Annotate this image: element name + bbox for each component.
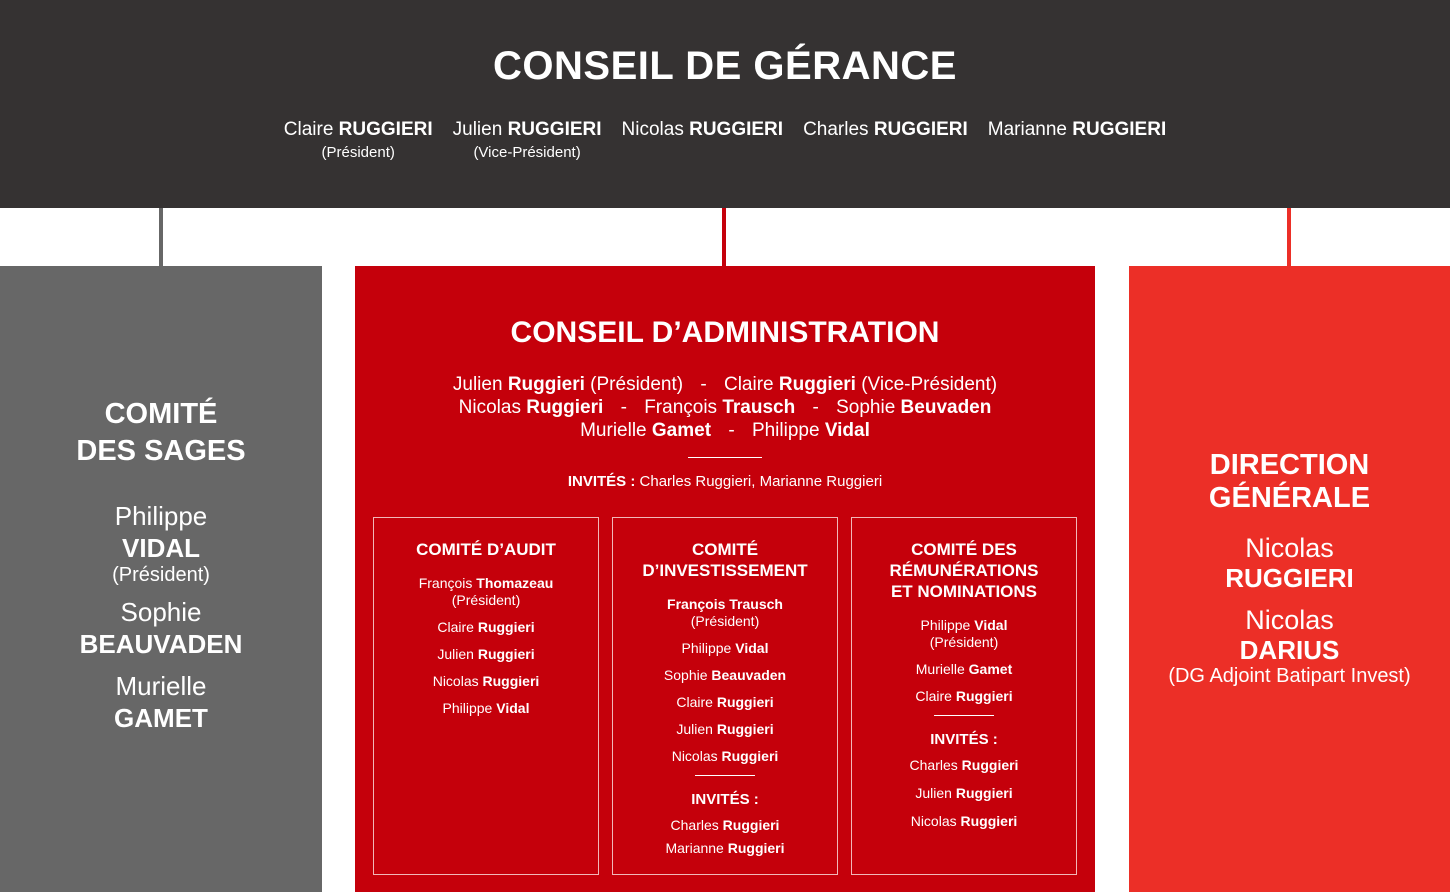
member-last-name: Gamet [968,661,1013,677]
member-last-name: GAMET [114,703,208,733]
member-first-name: Claire [676,694,713,710]
sages-member [0,500,322,586]
member-role: (Président) [590,374,684,395]
connector-direction [1287,208,1291,266]
member-role: (Président) [690,613,760,629]
direction-generale-panel [1129,266,1450,892]
committee-divider [934,715,994,716]
sages-member [0,670,322,734]
member-first-name: Nicolas [910,813,957,829]
member-first-name: Philippe [114,501,208,531]
committee-member [613,596,837,630]
committee-member [374,700,598,717]
separator: - [812,397,819,418]
member-first-name: Murielle [115,671,207,701]
member-last-name: Beuvaden [900,397,992,418]
member-first-name: Charles [803,119,869,140]
comite-remunerations-box [851,517,1077,875]
committee-title-line: COMITÉ [691,540,759,559]
committee-member [374,619,598,636]
guests-label: INVITÉS : [567,473,636,490]
direction-title-line: GÉNÉRALE [1208,482,1371,514]
member-last-name: Ruggieri [482,673,540,689]
member-last-name: Ruggieri [716,721,774,737]
committee-guest [852,784,1076,802]
member-last-name: Gamet [651,420,712,441]
member-first-name: François [418,575,473,591]
member-last-name: Ruggieri [727,840,785,856]
comite-audit-box [373,517,599,875]
sages-members [0,500,322,744]
connector-admin [722,208,726,266]
member-last-name: RUGGIERI [689,119,784,140]
member-last-name: RUGGIERI [338,119,433,140]
member-name: François Trausch [667,596,783,612]
committee-member [613,748,837,765]
committee-member [613,640,837,657]
member-first-name: Julien [676,721,713,737]
member-first-name: Claire [915,688,952,704]
separator: - [620,397,627,418]
member-last-name: Ruggieri [960,813,1018,829]
member-last-name: Vidal [824,420,870,441]
member-last-name: Vidal [735,640,769,656]
member-last-name: Vidal [974,617,1008,633]
committee-member [613,667,837,684]
direction-member [1129,533,1450,593]
member-last-name: Ruggieri [507,374,585,395]
direction-members [1129,533,1450,699]
member-first-name: Nicolas [671,748,718,764]
member-role: (Président) [451,592,521,608]
committee-divider [695,775,755,776]
member-first-name: Nicolas [621,119,684,140]
member-first-name: Marianne [665,840,724,856]
member-last-name: Ruggieri [955,785,1013,801]
member-first-name: Julien [437,646,474,662]
committee-member [374,575,598,609]
member-first-name: Sophie [663,667,708,683]
member-role: (Président) [321,144,395,161]
member-first-name: Claire [437,619,474,635]
member-first-name: Julien [452,119,503,140]
committee-member [852,661,1076,678]
admin-divider [688,457,762,458]
committee-title [852,539,1076,602]
member-first-name: Julien [915,785,952,801]
gerance-member [622,118,784,164]
member-last-name: RUGGIERI [507,119,602,140]
member-first-name: Nicolas [458,397,521,418]
member-first-name: Murielle [580,420,647,441]
member-role: (Vice-Président) [473,144,581,161]
guests-label: INVITÉS : [691,791,759,808]
member-last-name: Ruggieri [722,817,780,833]
committee-title-line: COMITÉ DES [911,540,1017,559]
committee-title: COMITÉ D’AUDIT [416,540,556,559]
member-first-name: Nicolas [1245,533,1334,563]
member-first-name: Nicolas [1245,605,1334,635]
gerance-members [0,118,1450,164]
connector-sages [159,208,163,266]
gerance-member [453,118,602,164]
gerance-member [803,118,968,164]
member-first-name: Sophie [120,597,202,627]
member-last-name: Ruggieri [721,748,779,764]
member-first-name: Philippe [751,420,820,441]
committee-member [613,721,837,738]
admin-guests [355,472,1095,492]
admin-board-members [355,373,1095,442]
member-last-name: Ruggieri [716,694,774,710]
member-role: (Président) [112,564,210,586]
committee-title-line: ET NOMINATIONS [890,582,1038,601]
committee-member [852,688,1076,705]
committee-guest [852,756,1076,774]
board-line [355,396,1095,419]
member-first-name: Claire [283,119,334,140]
guests-list: Charles Ruggieri, Marianne Ruggieri [639,473,883,490]
gerance-member [284,118,433,164]
member-first-name: Charles [909,757,958,773]
member-last-name: BEAUVADEN [79,629,243,659]
comite-investissement-box [612,517,838,875]
member-first-name: Julien [452,374,503,395]
member-last-name: RUGGIERI [1072,119,1167,140]
member-last-name: Ruggieri [778,374,856,395]
admin-title: CONSEIL D’ADMINISTRATION [510,316,940,349]
direction-member [1129,605,1450,687]
committee-member [374,673,598,690]
gerance-title: CONSEIL DE GÉRANCE [493,44,957,88]
member-role: (Président) [929,634,999,650]
member-first-name: Sophie [836,397,896,418]
committee-guest [852,812,1076,830]
member-first-name: François [644,397,718,418]
committee-title-line: RÉMUNÉRATIONS [889,561,1039,580]
member-last-name: VIDAL [122,533,200,563]
committee-member [852,617,1076,651]
member-first-name: Charles [670,817,719,833]
member-last-name: Beauvaden [711,667,787,683]
committee-title [613,539,837,581]
member-last-name: Ruggieri [526,397,604,418]
conseil-de-gerance-panel [0,0,1450,208]
conseil-administration-panel [355,266,1095,892]
board-line [355,373,1095,396]
member-role: (Vice-Président) [861,374,998,395]
committee-guest [613,816,837,834]
member-first-name: Murielle [915,661,965,677]
committee-guest [613,839,837,857]
committee-member [613,694,837,711]
sages-title [0,396,322,470]
direction-title-line: DIRECTION [1209,449,1370,481]
sages-title-line: COMITÉ [104,398,218,430]
member-first-name: Nicolas [432,673,479,689]
member-last-name: Vidal [496,700,530,716]
member-first-name: Philippe [920,617,971,633]
member-last-name: Ruggieri [477,619,535,635]
member-last-name: Thomazeau [476,575,554,591]
board-line [355,419,1095,442]
member-last-name: Trausch [722,397,796,418]
member-last-name: RUGGIERI [1225,563,1354,593]
member-first-name: Philippe [681,640,732,656]
direction-title [1129,449,1450,515]
comite-des-sages-panel [0,266,322,892]
member-role: (DG Adjoint Batipart Invest) [1168,665,1411,687]
member-first-name: Claire [723,374,774,395]
sages-member [0,596,322,660]
gerance-member [988,118,1166,164]
member-last-name: RUGGIERI [873,119,968,140]
member-last-name: Ruggieri [477,646,535,662]
guests-label: INVITÉS : [930,731,998,748]
member-first-name: Marianne [987,119,1067,140]
member-last-name: DARIUS [1239,635,1340,665]
separator: - [728,420,735,441]
member-last-name: Ruggieri [961,757,1019,773]
committee-title-line: D’INVESTISSEMENT [642,561,808,580]
sages-title-line: DES SAGES [76,435,246,467]
separator: - [700,374,707,395]
member-first-name: Philippe [442,700,493,716]
member-last-name: Ruggieri [955,688,1013,704]
committee-member [374,646,598,663]
